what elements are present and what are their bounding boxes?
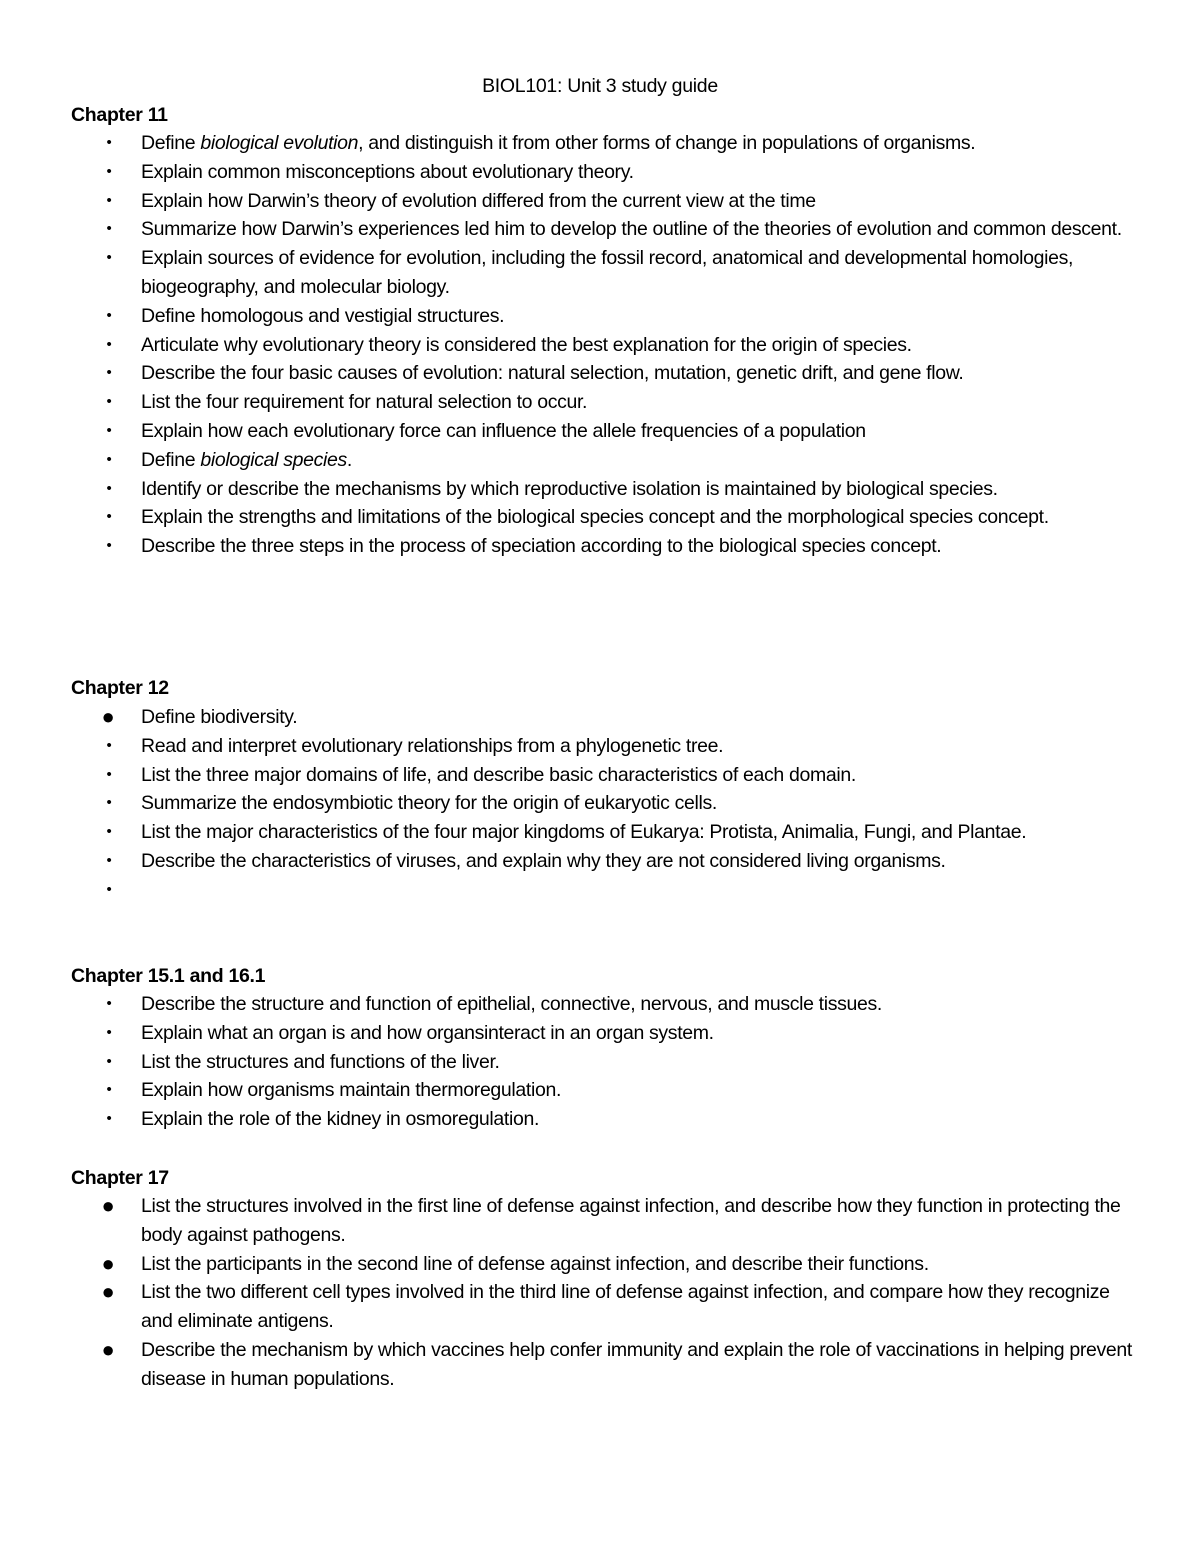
chapter-17-list — [0, 1192, 1200, 1394]
list-item — [0, 359, 1200, 388]
list-item-text-after: , and distinguish it from other forms of change in populations of organisms. — [358, 132, 976, 154]
list-item-text: Explain how Darwin’s theory of evolution differed from the current view at the time — [141, 189, 816, 212]
list-item-text: Explain how organisms maintain thermoregulation. — [141, 1079, 562, 1102]
list-item-text: Summarize the endosymbiotic theory for the origin of eukaryotic cells. — [141, 792, 717, 815]
bullet-icon: • — [106, 249, 112, 267]
list-item-text: Explain the strengths and limitations of the biological species concept and the morphological species concept. — [141, 506, 1049, 529]
list-item-text: Explain how each evolutionary force can influence the allele frequencies of a population — [141, 419, 866, 442]
bullet-icon: • — [106, 393, 112, 411]
list-item — [0, 1048, 1200, 1077]
bullet-icon: • — [106, 479, 112, 497]
document-title: BIOL101: Unit 3 study guide — [482, 75, 718, 97]
list-item-text: Describe the characteristics of viruses, and explain why they are not considered living organisms. — [141, 849, 946, 872]
bullet-icon: • — [106, 364, 112, 382]
list-item — [0, 129, 1200, 158]
list-item-text: List the structures involved in the first line of defense against infection, and describe how they function in protecting the body against pathogens. — [141, 1195, 1121, 1246]
list-item-text: Define homologous and vestigial structures. — [141, 304, 505, 327]
bullet-icon: • — [106, 306, 112, 324]
list-item — [0, 818, 1200, 847]
bullet-icon: • — [106, 450, 112, 468]
list-item-text-after: . — [346, 448, 352, 471]
bullet-icon: • — [106, 134, 112, 151]
list-item — [0, 1019, 1200, 1048]
bullet-icon: • — [106, 220, 112, 238]
list-item-text-emphasis: biological evolution — [200, 132, 359, 154]
list-item-text: Explain common misconceptions about evolutionary theory. — [141, 160, 634, 183]
bullet-icon: • — [106, 995, 112, 1012]
chapter-heading-11: Chapter 11 — [71, 104, 168, 126]
list-item-text: List the participants in the second line of defense against infection, and describe their functions. — [141, 1252, 929, 1275]
list-item-text: Describe the mechanism by which vaccines help confer immunity and explain the role of vaccinations in helping prevent disease in human populations. — [141, 1338, 1132, 1390]
list-item-text: Describe the structure and function of epithelial, connective, nervous, and muscle tissues. — [141, 993, 882, 1015]
chapter-12-list — [0, 703, 1200, 905]
chapter-heading-17: Chapter 17 — [71, 1167, 169, 1189]
list-item — [0, 761, 1200, 790]
bullet-icon: ● — [101, 1250, 115, 1276]
list-item-text-emphasis: biological species — [200, 448, 347, 471]
bullet-icon: • — [106, 1081, 112, 1099]
list-item — [0, 215, 1200, 244]
bullet-icon: • — [106, 537, 112, 555]
list-item — [0, 1076, 1200, 1105]
list-item — [0, 417, 1200, 446]
bullet-icon: ● — [101, 1279, 115, 1305]
bullet-icon: • — [106, 794, 112, 812]
list-item — [0, 703, 1200, 732]
list-item-text: List the three major domains of life, and describe basic characteristics of each domain. — [141, 763, 856, 786]
list-item-text — [141, 132, 975, 154]
list-item-text: Articulate why evolutionary theory is considered the best explanation for the origin of species. — [141, 333, 912, 356]
list-item-text: List the structures and functions of the liver. — [141, 1050, 500, 1073]
bullet-icon: • — [106, 851, 112, 869]
bullet-icon: • — [106, 1110, 112, 1128]
chapter-15-16-list — [0, 990, 1200, 1134]
list-item — [0, 1192, 1200, 1250]
bullet-icon: • — [106, 162, 112, 180]
list-item-text: Explain the role of the kidney in osmoregulation. — [141, 1108, 540, 1131]
bullet-icon: • — [106, 736, 112, 754]
bullet-icon: • — [106, 508, 112, 526]
list-item — [0, 388, 1200, 417]
list-item-text: Identify or describe the mechanisms by which reproductive isolation is maintained by biological species. — [141, 477, 998, 500]
bullet-icon: • — [106, 1023, 112, 1041]
list-item-text: Explain what an organ is and how organsinteract in an organ system. — [141, 1021, 714, 1044]
list-item — [0, 1278, 1200, 1336]
chapter-heading-15-16: Chapter 15.1 and 16.1 — [71, 965, 266, 987]
list-item — [0, 876, 1200, 905]
list-item — [0, 331, 1200, 360]
bullet-icon: • — [106, 335, 112, 353]
chapter-heading-12: Chapter 12 — [71, 677, 169, 699]
list-item — [0, 532, 1200, 561]
list-item — [0, 1105, 1200, 1134]
bullet-icon: • — [106, 421, 112, 439]
list-item-text: Summarize how Darwin’s experiences led him to develop the outline of the theories of evolution and common descent. — [141, 218, 1122, 241]
list-item-text: Read and interpret evolutionary relationships from a phylogenetic tree. — [141, 734, 724, 757]
bullet-icon: • — [106, 191, 112, 209]
list-item-text: Explain sources of evidence for evolution, including the fossil record, anatomical and developmental homologies, biogeography, and molecular biology. — [141, 247, 1074, 298]
bullet-icon: ● — [101, 1336, 115, 1362]
list-item — [0, 244, 1200, 302]
list-item — [0, 302, 1200, 331]
bullet-icon: • — [106, 880, 112, 898]
bullet-icon: ● — [101, 1193, 115, 1218]
list-item — [0, 187, 1200, 216]
list-item-text: List the two different cell types involved in the third line of defense against infection, and compare how they recognize and eliminate antigens. — [141, 1281, 1110, 1333]
list-item — [0, 732, 1200, 761]
chapter-11-list — [0, 129, 1200, 561]
list-item — [0, 475, 1200, 504]
list-item — [0, 789, 1200, 818]
list-item-text — [141, 449, 352, 471]
list-item-text — [141, 879, 146, 901]
list-item-text: Describe the three steps in the process of speciation according to the biological species concept. — [141, 535, 942, 558]
list-item — [0, 990, 1200, 1019]
bullet-icon: • — [106, 1052, 112, 1070]
list-item — [0, 158, 1200, 187]
list-item-text-before: Define — [141, 132, 201, 154]
list-item — [0, 847, 1200, 876]
list-item-text: Define biodiversity. — [141, 706, 298, 728]
list-item-text: Describe the four basic causes of evolution: natural selection, mutation, genetic drift, and gene flow. — [141, 362, 964, 385]
list-item — [0, 1250, 1200, 1279]
bullet-icon: • — [106, 765, 112, 783]
bullet-icon: ● — [101, 704, 115, 729]
list-item-text: List the four requirement for natural selection to occur. — [141, 391, 588, 414]
list-item-text: List the major characteristics of the four major kingdoms of Eukarya: Protista, Animalia, Fungi, and Plantae. — [141, 821, 1027, 844]
list-item-text-before: Define — [141, 448, 201, 471]
list-item — [0, 503, 1200, 532]
list-item — [0, 446, 1200, 475]
list-item — [0, 1336, 1200, 1394]
bullet-icon: • — [106, 823, 112, 841]
